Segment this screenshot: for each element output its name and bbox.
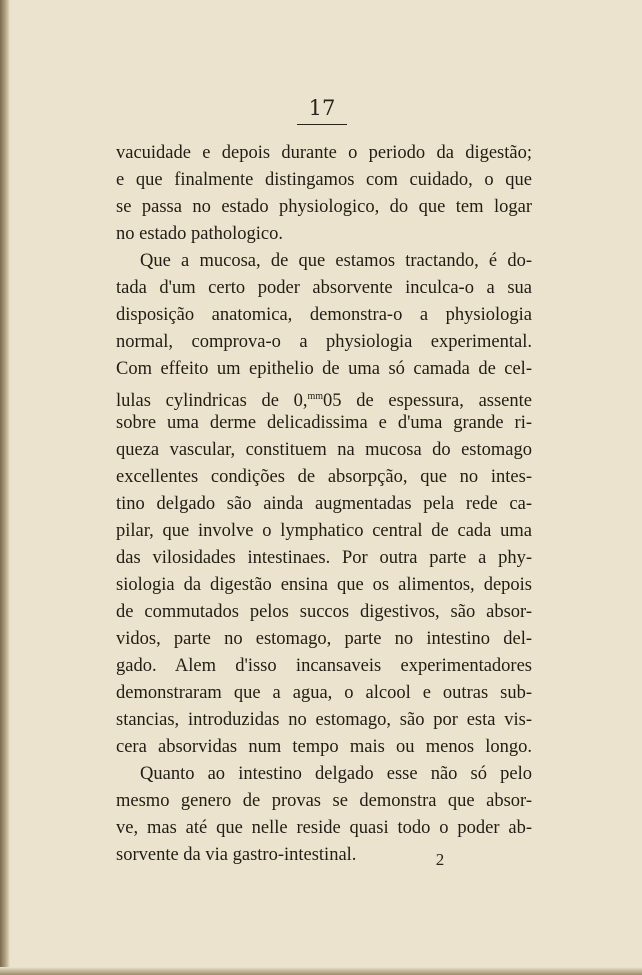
text-fragment: lulas cylindricas de 0, <box>116 391 308 411</box>
text-line <box>116 383 532 410</box>
text-line: demonstraram que a agua, o alcool e outras sub- <box>116 683 532 703</box>
text-line: tada d'um certo poder absorvente inculca-o a sua <box>116 278 532 298</box>
text-line: das vilosidades intestinaes. Por outra parte a phy- <box>116 548 532 568</box>
text-line: Quanto ao intestino delgado esse não só pelo <box>140 764 532 784</box>
text-line: no estado pathologico. <box>116 224 283 244</box>
page-bottom-edge <box>0 967 642 975</box>
text-line: Com effeito um epithelio de uma só camada de cel- <box>116 359 532 379</box>
page-number: 17 <box>308 96 336 120</box>
text-line: excellentes condições de absorpção, que no intes- <box>116 467 532 487</box>
text-line: mesmo genero de provas se demonstra que absor- <box>116 791 532 811</box>
text-line: vacuidade e depois durante o periodo da digestão; <box>116 143 532 163</box>
page-gutter <box>0 0 10 975</box>
text-line: disposição anatomica, demonstra-o a physiologia <box>116 305 532 325</box>
signature-mark: 2 <box>435 850 445 869</box>
text-fragment: 05 de espessura, assente <box>323 391 532 411</box>
text-line: gado. Alem d'isso incansaveis experimentadores <box>116 656 532 676</box>
text-line: pilar, que involve o lymphatico central de cada uma <box>116 521 532 541</box>
text-line: siologia da digestão ensina que os alimentos, depois <box>116 575 532 595</box>
text-line: sobre uma derme delicadissima e d'uma grande ri- <box>116 413 532 433</box>
superscript-unit: mm <box>307 391 324 402</box>
text-line: Que a mucosa, de que estamos tractando, é do- <box>140 251 532 271</box>
text-line: sorvente da via gastro-intestinal. <box>116 845 357 865</box>
text-line: de commutados pelos succos digestivos, são absor- <box>116 602 532 622</box>
text-line: tino delgado são ainda augmentadas pela rede ca- <box>116 494 532 514</box>
text-line: queza vascular, constituem na mucosa do estomago <box>116 440 532 460</box>
text-line: stancias, introduzidas no estomago, são por esta vis- <box>116 710 532 730</box>
text-line: normal, comprova-o a physiologia experimental. <box>116 332 532 352</box>
text-line: vidos, parte no estomago, parte no intestino del- <box>116 629 532 649</box>
text-line: ve, mas até que nelle reside quasi todo o poder ab- <box>116 818 532 838</box>
page-number-rule <box>297 124 347 125</box>
text-line: se passa no estado physiologico, do que tem logar <box>116 197 532 217</box>
text-line: cera absorvidas num tempo mais ou menos longo. <box>116 737 532 757</box>
text-line: e que finalmente distingamos com cuidado, o que <box>116 170 532 190</box>
